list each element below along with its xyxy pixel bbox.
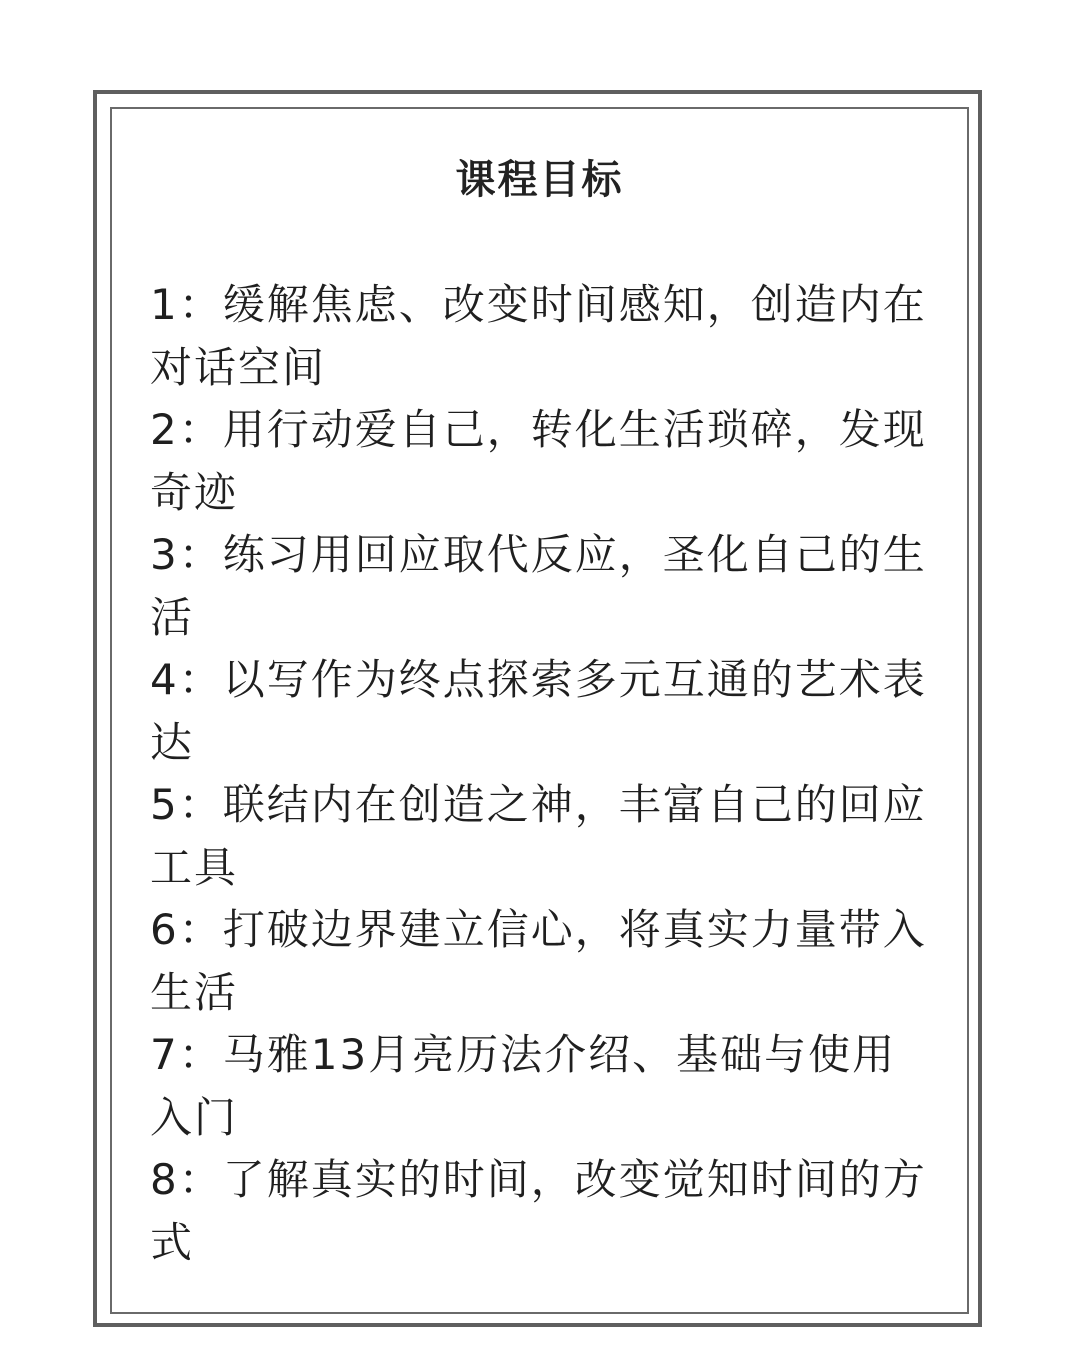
goal-item-4: 4：以写作为终点探索多元互通的艺术表达 <box>150 655 927 767</box>
goal-item-3: 3：练习用回应取代反应，圣化自己的生活 <box>150 530 927 642</box>
goal-item-6: 6：打破边界建立信心，将真实力量带入生活 <box>150 905 927 1017</box>
goal-item-8: 8：了解真实的时间，改变觉知时间的方式 <box>150 1155 927 1267</box>
page-title: 课程目标 <box>455 157 624 203</box>
goal-item-5: 5：联结内在创造之神，丰富自己的回应工具 <box>150 780 927 892</box>
goal-item-2: 2：用行动爱自己，转化生活琐碎，发现奇迹 <box>150 405 927 517</box>
goal-item-7: 7：马雅13月亮历法介绍、基础与使用入门 <box>150 1030 897 1142</box>
course-goals-list <box>150 274 930 1274</box>
goal-item-1: 1：缓解焦虑、改变时间感知，创造内在对话空间 <box>150 280 927 392</box>
